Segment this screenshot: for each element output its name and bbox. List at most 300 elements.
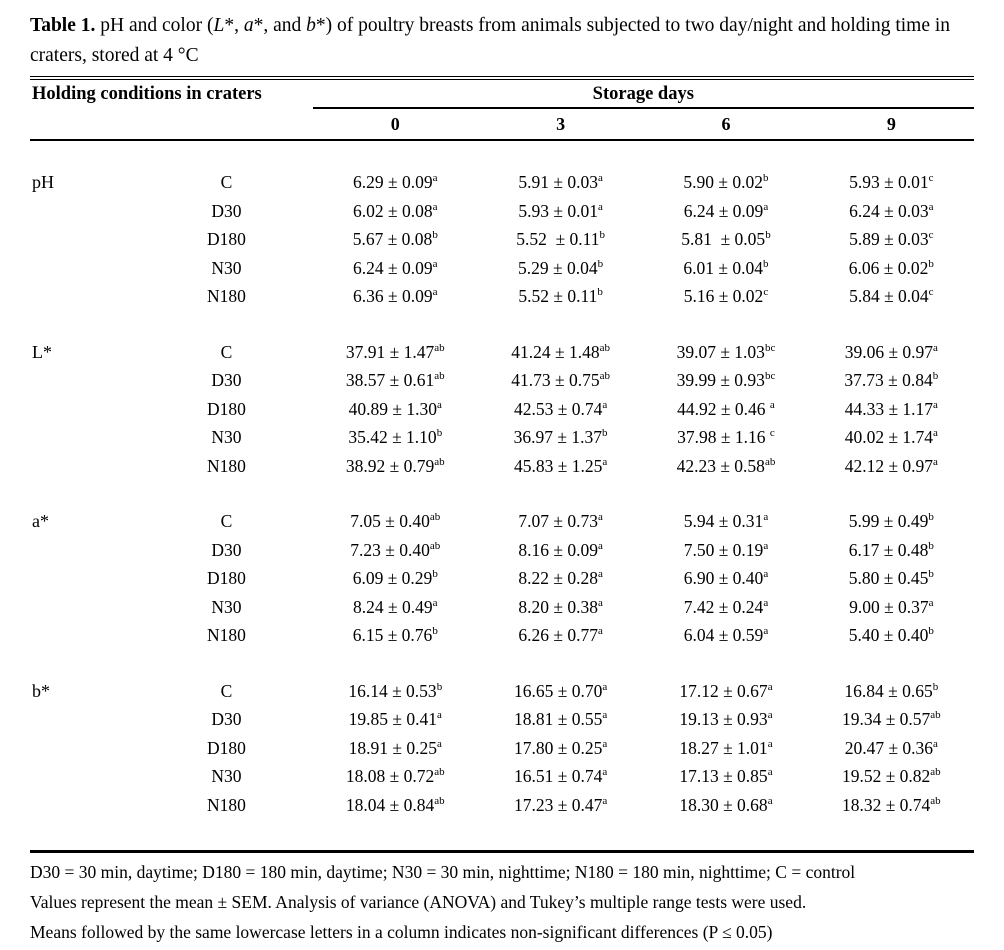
value-cell <box>478 762 643 791</box>
significance-superscript: c <box>928 229 934 242</box>
parameter-label: b* <box>32 680 50 701</box>
mean-sem-value: 17.12 ± 0.67 <box>679 680 768 701</box>
mean-sem-value: 37.73 ± 0.84 <box>844 370 933 391</box>
value-cell <box>478 168 643 197</box>
mean-sem-value: 5.29 ± 0.04 <box>518 257 598 278</box>
mean-sem-value: 35.42 ± 1.10 <box>348 427 437 448</box>
significance-superscript: b <box>432 568 438 581</box>
value-cell <box>643 734 808 763</box>
significance-superscript: bc <box>764 341 776 354</box>
significance-superscript: a <box>597 596 603 609</box>
treatment-label: N30 <box>211 596 242 617</box>
value-cell <box>643 507 808 536</box>
table-row <box>30 507 974 536</box>
mean-sem-value: 18.81 ± 0.55 <box>513 709 603 730</box>
mean-sem-value: 44.92 ± 0.46 <box>677 398 770 419</box>
mean-sem-value: 17.23 ± 0.47 <box>513 794 603 815</box>
value-cell <box>313 338 478 367</box>
significance-superscript: ab <box>599 341 610 354</box>
mean-sem-value: 8.16 ± 0.09 <box>518 539 598 560</box>
significance-superscript: c <box>769 427 775 440</box>
mean-sem-value: 5.91 ± 0.03 <box>518 172 598 193</box>
mean-sem-value: 40.02 ± 1.74 <box>844 427 934 448</box>
mean-sem-value: 36.97 ± 1.37 <box>513 427 603 448</box>
parameter-label <box>30 395 140 424</box>
significance-superscript: b <box>932 370 939 383</box>
value-cell <box>478 197 643 226</box>
mean-sem-value: 19.85 ± 0.41 <box>348 709 437 730</box>
value-cell <box>809 564 974 593</box>
mean-sem-value: 5.93 ± 0.01 <box>849 172 929 193</box>
parameter-label <box>30 621 140 650</box>
significance-superscript: a <box>602 794 608 807</box>
significance-superscript: a <box>767 680 773 693</box>
significance-superscript: b <box>928 511 934 524</box>
value-cell <box>313 621 478 650</box>
value-cell <box>809 225 974 254</box>
footnote-abbreviations: D30 = 30 min, daytime; D180 = 180 min, daytime; N30 = 30 min, nighttime; N180 = 180 min, nighttime; C = control <box>30 862 856 883</box>
value-cell <box>478 452 643 481</box>
header-group-row <box>30 78 974 108</box>
treatment-label: D30 <box>211 370 242 391</box>
significance-superscript: b <box>928 257 934 270</box>
significance-superscript: a <box>763 511 769 524</box>
treatment-label: C <box>220 511 233 532</box>
significance-superscript: ab <box>764 455 776 468</box>
value-cell <box>313 225 478 254</box>
row-group-header: Holding conditions in craters <box>32 84 262 105</box>
significance-superscript: a <box>437 398 442 411</box>
value-cell <box>478 564 643 593</box>
significance-superscript: b <box>928 539 934 552</box>
mean-sem-value: 41.24 ± 1.48 <box>511 341 600 362</box>
value-cell <box>809 254 974 283</box>
significance-superscript: a <box>933 398 938 411</box>
mean-sem-value: 5.93 ± 0.01 <box>518 200 598 221</box>
significance-superscript: b <box>599 229 606 242</box>
significance-superscript: a <box>602 398 608 411</box>
value-cell <box>313 791 478 820</box>
mean-sem-value: 5.84 ± 0.04 <box>849 286 929 307</box>
mean-sem-value: 19.52 ± 0.82 <box>841 766 931 787</box>
treatment-label: D30 <box>211 709 242 730</box>
value-cell <box>313 254 478 283</box>
value-cell <box>643 338 808 367</box>
mean-sem-value: 40.89 ± 1.30 <box>348 398 437 419</box>
value-cell <box>478 366 643 395</box>
significance-superscript: ab <box>930 766 941 779</box>
spacer-row <box>30 140 974 168</box>
value-cell <box>313 705 478 734</box>
significance-superscript: a <box>432 257 438 270</box>
value-cell <box>643 536 808 565</box>
mean-sem-value: 5.52 ± 0.11 <box>516 229 600 250</box>
table-row <box>30 225 974 254</box>
significance-superscript: a <box>432 172 438 185</box>
value-cell <box>809 423 974 452</box>
value-cell <box>478 395 643 424</box>
spacer-cell <box>30 140 974 168</box>
value-cell <box>313 507 478 536</box>
value-cell <box>643 225 808 254</box>
significance-superscript: ab <box>930 794 941 807</box>
parameter-label <box>30 254 140 283</box>
treatment-label: N30 <box>211 766 242 787</box>
significance-superscript: ab <box>434 794 445 807</box>
caption-segment: L <box>213 15 225 36</box>
significance-superscript: b <box>597 257 604 270</box>
value-cell <box>643 705 808 734</box>
value-cell <box>313 395 478 424</box>
significance-superscript: a <box>432 596 438 609</box>
mean-sem-value: 6.02 ± 0.08 <box>353 200 433 221</box>
significance-superscript: a <box>602 709 608 722</box>
treatment-label: D180 <box>206 737 246 758</box>
value-cell <box>313 593 478 622</box>
significance-superscript: b <box>432 229 438 242</box>
table-row <box>30 452 974 481</box>
parameter-label <box>30 593 140 622</box>
mean-sem-value: 6.06 ± 0.02 <box>848 257 929 278</box>
value-cell <box>313 197 478 226</box>
significance-superscript: ab <box>434 455 445 468</box>
mean-sem-value: 38.57 ± 0.61 <box>345 370 435 391</box>
mean-sem-value: 16.51 ± 0.74 <box>513 766 603 787</box>
significance-superscript: b <box>763 257 769 270</box>
parameter-label <box>30 423 140 452</box>
mean-sem-value: 18.04 ± 0.84 <box>345 794 435 815</box>
significance-superscript: b <box>597 286 603 299</box>
parameter-label <box>30 452 140 481</box>
mean-sem-value: 5.16 ± 0.02 <box>683 286 764 307</box>
spacer-cell <box>30 819 974 852</box>
treatment-label: D180 <box>206 398 246 419</box>
caption-segment: b <box>306 15 316 36</box>
footnote-statistics: Values represent the mean ± SEM. Analysis of variance (ANOVA) and Tukey’s multiple range tests were used. <box>30 892 807 913</box>
mean-sem-value: 8.22 ± 0.28 <box>518 568 598 589</box>
day-header-9: 9 <box>809 108 974 140</box>
significance-superscript: a <box>767 737 773 750</box>
table-row <box>30 168 974 197</box>
significance-superscript: b <box>765 229 771 242</box>
value-cell <box>313 536 478 565</box>
mean-sem-value: 42.12 ± 0.97 <box>844 455 934 476</box>
parameter-label <box>30 734 140 763</box>
value-cell <box>478 423 643 452</box>
significance-superscript: a <box>602 737 608 750</box>
table-row <box>30 395 974 424</box>
significance-superscript: a <box>933 341 938 354</box>
treatment-label: N30 <box>211 427 242 448</box>
mean-sem-value: 6.17 ± 0.48 <box>848 539 929 560</box>
mean-sem-value: 5.94 ± 0.31 <box>683 511 764 532</box>
significance-superscript: b <box>436 680 443 693</box>
value-cell <box>478 254 643 283</box>
mean-sem-value: 16.84 ± 0.65 <box>844 680 933 701</box>
treatment-label: N180 <box>206 794 246 815</box>
mean-sem-value: 6.36 ± 0.09 <box>353 286 433 307</box>
value-cell <box>643 366 808 395</box>
mean-sem-value: 7.05 ± 0.40 <box>350 511 430 532</box>
table-row <box>30 677 974 706</box>
mean-sem-value: 41.73 ± 0.75 <box>511 370 600 391</box>
parameter-label <box>30 564 140 593</box>
spacer-cell <box>30 650 974 677</box>
value-cell <box>313 762 478 791</box>
treatment-label: N180 <box>206 625 246 646</box>
spacer-row <box>30 650 974 677</box>
significance-superscript: b <box>932 680 939 693</box>
mean-sem-value: 6.24 ± 0.09 <box>683 200 764 221</box>
value-cell <box>643 254 808 283</box>
value-cell <box>313 168 478 197</box>
significance-superscript: b <box>763 172 769 185</box>
mean-sem-value: 45.83 ± 1.25 <box>513 455 603 476</box>
value-cell <box>809 734 974 763</box>
mean-sem-value: 6.24 ± 0.03 <box>849 200 929 221</box>
significance-superscript: c <box>928 286 934 299</box>
mean-sem-value: 5.81 ± 0.05 <box>681 229 766 250</box>
significance-superscript: ab <box>599 370 610 383</box>
value-cell <box>809 705 974 734</box>
mean-sem-value: 19.13 ± 0.93 <box>679 709 768 730</box>
value-cell <box>313 366 478 395</box>
value-cell <box>478 593 643 622</box>
significance-superscript: a <box>597 568 603 581</box>
caption-segment: a <box>243 15 254 36</box>
value-cell <box>478 507 643 536</box>
value-cell <box>478 677 643 706</box>
table-row <box>30 593 974 622</box>
spacer-cell <box>30 480 974 507</box>
table-row <box>30 536 974 565</box>
value-cell <box>809 452 974 481</box>
parameter-label <box>30 791 140 820</box>
column-group-header: Storage days <box>313 78 974 108</box>
significance-superscript: a <box>597 200 603 213</box>
parameter-label <box>30 366 140 395</box>
mean-sem-value: 18.08 ± 0.72 <box>345 766 435 787</box>
caption-segment: *, and <box>253 15 307 36</box>
significance-superscript: ab <box>429 539 441 552</box>
value-cell <box>478 621 643 650</box>
value-cell <box>313 282 478 311</box>
value-cell <box>809 762 974 791</box>
value-cell <box>643 762 808 791</box>
spacer-row <box>30 480 974 507</box>
mean-sem-value: 18.30 ± 0.68 <box>679 794 768 815</box>
treatment-label: N180 <box>206 455 246 476</box>
mean-sem-value: 7.42 ± 0.24 <box>683 596 764 617</box>
treatment-label: C <box>220 341 233 362</box>
significance-superscript: a <box>597 172 603 185</box>
value-cell <box>643 621 808 650</box>
footnotes <box>30 858 990 947</box>
parameter-label <box>30 225 140 254</box>
mean-sem-value: 18.27 ± 1.01 <box>679 737 768 758</box>
significance-superscript: a <box>597 539 603 552</box>
mean-sem-value: 5.89 ± 0.03 <box>849 229 929 250</box>
significance-superscript: a <box>602 766 608 779</box>
parameter-label <box>30 282 140 311</box>
table-row <box>30 705 974 734</box>
mean-sem-value: 39.07 ± 1.03 <box>676 341 765 362</box>
mean-sem-value: 6.01 ± 0.04 <box>683 257 763 278</box>
value-cell <box>643 452 808 481</box>
day-header-6: 6 <box>643 108 808 140</box>
value-cell <box>643 791 808 820</box>
spacer-cell <box>30 311 974 338</box>
parameter-label: pH <box>32 172 54 193</box>
value-cell <box>478 282 643 311</box>
table-row <box>30 254 974 283</box>
significance-superscript: a <box>763 539 769 552</box>
day-header-3: 3 <box>478 108 643 140</box>
parameter-label <box>30 762 140 791</box>
value-cell <box>643 423 808 452</box>
significance-superscript: a <box>928 596 934 609</box>
significance-superscript: a <box>933 737 938 750</box>
significance-superscript: ab <box>429 511 441 524</box>
mean-sem-value: 6.24 ± 0.09 <box>353 257 433 278</box>
mean-sem-value: 7.07 ± 0.73 <box>518 511 598 532</box>
footnote-significance: Means followed by the same lowercase letters in a column indicates non-significant differences (P ≤ 0.05) <box>30 921 773 942</box>
value-cell <box>643 282 808 311</box>
caption-segment: pH and color ( <box>95 15 214 36</box>
parameter-label <box>30 197 140 226</box>
spacer-row <box>30 311 974 338</box>
mean-sem-value: 7.23 ± 0.40 <box>350 539 430 560</box>
significance-superscript: a <box>763 200 769 213</box>
treatment-label: D30 <box>211 200 242 221</box>
mean-sem-value: 6.04 ± 0.59 <box>683 625 764 646</box>
significance-superscript: a <box>763 568 769 581</box>
mean-sem-value: 5.52 ± 0.11 <box>518 286 598 307</box>
value-cell <box>313 564 478 593</box>
table-row <box>30 762 974 791</box>
significance-superscript: ab <box>434 341 445 354</box>
table-row <box>30 564 974 593</box>
treatment-label: N30 <box>211 257 242 278</box>
caption-segment: Table 1. <box>30 15 96 36</box>
value-cell <box>809 338 974 367</box>
treatment-label: C <box>220 172 233 193</box>
value-cell <box>478 338 643 367</box>
mean-sem-value: 16.65 ± 0.70 <box>513 680 603 701</box>
value-cell <box>809 282 974 311</box>
significance-superscript: a <box>933 427 938 440</box>
mean-sem-value: 5.99 ± 0.49 <box>848 511 929 532</box>
caption-segment: *) of poultry breasts from animals subjected to two day/night and holding time in craters, stored at 4 °C <box>30 15 951 67</box>
significance-superscript: ab <box>930 709 941 722</box>
mean-sem-value: 8.20 ± 0.38 <box>518 596 598 617</box>
mean-sem-value: 5.80 ± 0.45 <box>848 568 929 589</box>
mean-sem-value: 19.34 ± 0.57 <box>841 709 931 730</box>
significance-superscript: a <box>933 455 938 468</box>
value-cell <box>313 452 478 481</box>
caption-segment: *, <box>224 15 244 36</box>
mean-sem-value: 17.13 ± 0.85 <box>679 766 768 787</box>
table-row <box>30 621 974 650</box>
table-row <box>30 197 974 226</box>
mean-sem-value: 44.33 ± 1.17 <box>844 398 934 419</box>
value-cell <box>313 677 478 706</box>
value-cell <box>809 197 974 226</box>
results-table <box>30 76 974 853</box>
value-cell <box>809 621 974 650</box>
mean-sem-value: 37.98 ± 1.16 <box>677 427 770 448</box>
mean-sem-value: 6.09 ± 0.29 <box>352 568 433 589</box>
significance-superscript: a <box>432 286 438 299</box>
value-cell <box>478 734 643 763</box>
empty-header-cell <box>30 108 313 140</box>
mean-sem-value: 39.06 ± 0.97 <box>844 341 934 362</box>
table-row <box>30 423 974 452</box>
table-row <box>30 791 974 820</box>
mean-sem-value: 6.90 ± 0.40 <box>683 568 764 589</box>
mean-sem-value: 6.29 ± 0.09 <box>353 172 433 193</box>
table-row <box>30 366 974 395</box>
mean-sem-value: 17.80 ± 0.25 <box>513 737 603 758</box>
significance-superscript: a <box>597 511 603 524</box>
treatment-label: D180 <box>206 229 246 250</box>
value-cell <box>809 168 974 197</box>
significance-superscript: a <box>767 766 773 779</box>
mean-sem-value: 6.26 ± 0.77 <box>518 625 598 646</box>
mean-sem-value: 7.50 ± 0.19 <box>683 539 764 560</box>
table-body <box>30 140 974 852</box>
table-row <box>30 282 974 311</box>
value-cell <box>809 366 974 395</box>
value-cell <box>643 677 808 706</box>
value-cell <box>809 536 974 565</box>
value-cell <box>809 593 974 622</box>
value-cell <box>809 507 974 536</box>
treatment-label: D180 <box>206 568 246 589</box>
mean-sem-value: 18.32 ± 0.74 <box>841 794 931 815</box>
treatment-label: C <box>220 680 233 701</box>
significance-superscript: b <box>928 568 934 581</box>
significance-superscript: c <box>763 286 769 299</box>
parameter-label: a* <box>32 511 49 532</box>
significance-superscript: a <box>432 200 438 213</box>
value-cell <box>643 564 808 593</box>
mean-sem-value: 5.67 ± 0.08 <box>352 229 433 250</box>
mean-sem-value: 20.47 ± 0.36 <box>844 737 934 758</box>
value-cell <box>643 593 808 622</box>
value-cell <box>478 225 643 254</box>
table-caption <box>30 11 982 71</box>
significance-superscript: a <box>769 398 775 411</box>
day-header-0: 0 <box>313 108 478 140</box>
significance-superscript: a <box>763 625 769 638</box>
parameter-label <box>30 536 140 565</box>
value-cell <box>643 395 808 424</box>
significance-superscript: a <box>767 794 773 807</box>
value-cell <box>809 677 974 706</box>
significance-superscript: a <box>602 455 608 468</box>
mean-sem-value: 5.90 ± 0.02 <box>683 172 763 193</box>
value-cell <box>313 423 478 452</box>
mean-sem-value: 42.53 ± 0.74 <box>513 398 603 419</box>
spacer-row <box>30 819 974 852</box>
mean-sem-value: 9.00 ± 0.37 <box>849 596 929 617</box>
significance-superscript: a <box>437 709 442 722</box>
significance-superscript: a <box>928 200 934 213</box>
treatment-label: D30 <box>211 539 242 560</box>
treatment-label: N180 <box>206 286 246 307</box>
mean-sem-value: 38.92 ± 0.79 <box>345 455 435 476</box>
